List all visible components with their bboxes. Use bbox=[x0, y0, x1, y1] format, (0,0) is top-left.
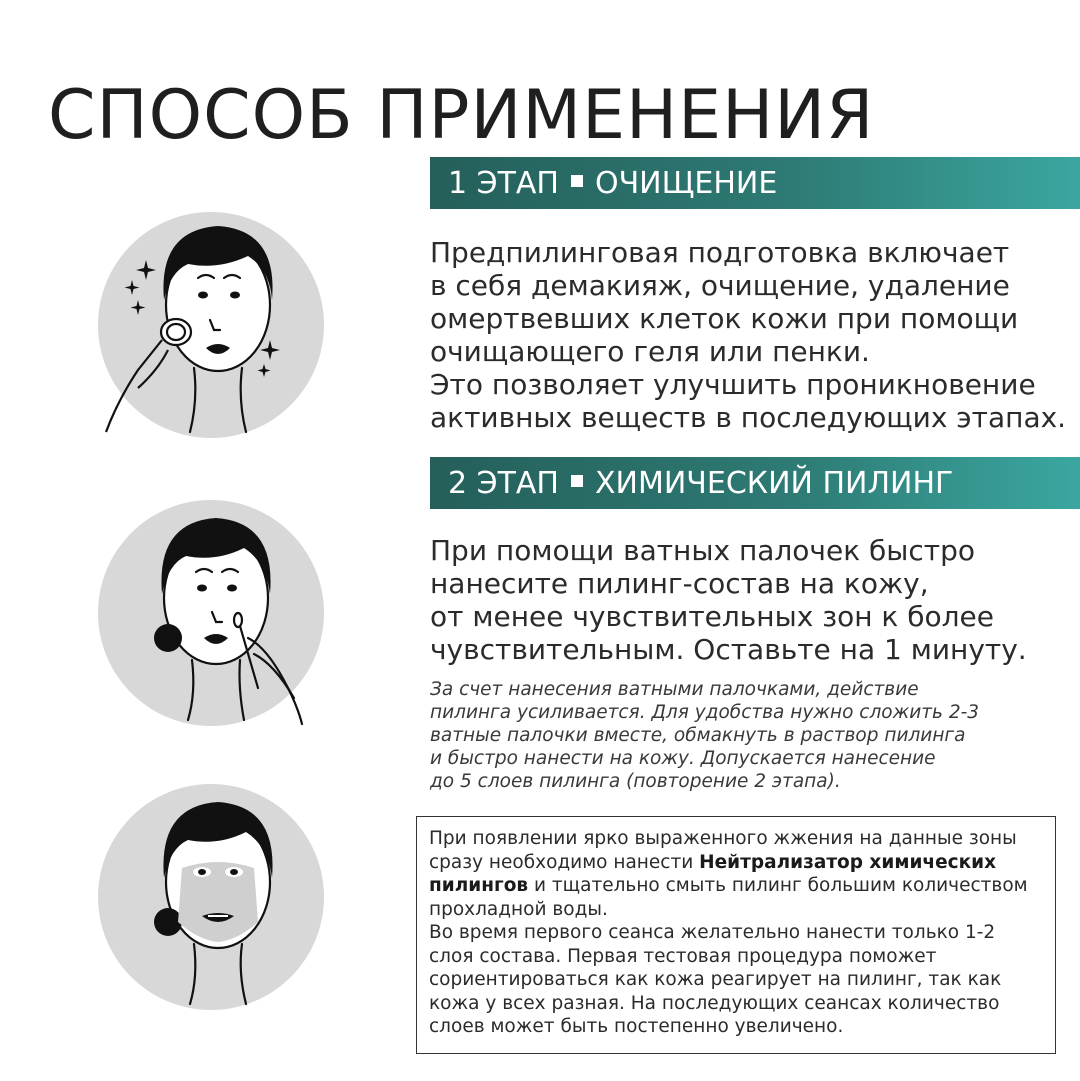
square-bullet-icon bbox=[571, 475, 583, 487]
warning-box bbox=[416, 816, 1056, 1054]
face-mask-illustration bbox=[98, 772, 338, 1012]
step2-line: чувствительным. Оставьте на 1 минуту. bbox=[430, 633, 1027, 666]
step1-line: Предпилинговая подготовка включает bbox=[430, 236, 1010, 269]
warning-product-name: Нейтрализатор химических пилингов bbox=[429, 851, 997, 896]
step2-line: При помощи ватных палочек быстро bbox=[430, 534, 976, 567]
step1-header bbox=[430, 157, 1080, 209]
note-line: до 5 слоев пилинга (повторение 2 этапа). bbox=[430, 771, 841, 792]
warning-text-part2: и тщательно смыть пилинг большим количеством прохладной воды. bbox=[429, 875, 1028, 920]
step1-line: активных веществ в последующих этапах. bbox=[430, 401, 1067, 434]
step1-line: омертвевших клеток кожи при помощи bbox=[430, 302, 1019, 335]
warning-text-part3: Во время первого сеанса желательно нанести только 1-2 слоя состава. Первая тестовая процедура поможет сориентироваться как кожа реагирует на пилинг, так как кожа у всех разная. На последующих сеансах количество слоев может быть постепенно увеличено. bbox=[429, 922, 1002, 1037]
step2-number: 2 ЭТАП bbox=[448, 465, 559, 501]
face-cotton-swab-illustration bbox=[98, 488, 338, 728]
step2-note bbox=[430, 678, 1050, 793]
square-bullet-icon bbox=[571, 175, 583, 187]
warning-text-part1: При появлении ярко выраженного жжения на данные зоны сразу необходимо нанести bbox=[429, 828, 1017, 873]
step1-name: ОЧИЩЕНИЕ bbox=[594, 165, 778, 201]
note-line: ватные палочки вместе, обмакнуть в раствор пилинга bbox=[430, 725, 966, 746]
note-line: За счет нанесения ватными палочками, действие bbox=[430, 679, 919, 700]
step1-number: 1 ЭТАП bbox=[448, 165, 559, 201]
step1-description bbox=[430, 236, 1070, 434]
step2-name: ХИМИЧЕСКИЙ ПИЛИНГ bbox=[594, 465, 954, 501]
step2-line: нанесите пилинг-состав на кожу, bbox=[430, 567, 929, 600]
step1-line: Это позволяет улучшить проникновение bbox=[430, 368, 1036, 401]
step1-line: очищающего геля или пенки. bbox=[430, 335, 870, 368]
page-title: СПОСОБ ПРИМЕНЕНИЯ bbox=[48, 75, 875, 155]
face-cleansing-illustration bbox=[98, 200, 338, 440]
step1-line: в себя демакияж, очищение, удаление bbox=[430, 269, 1010, 302]
note-line: и быстро нанести на кожу. Допускается нанесение bbox=[430, 748, 936, 769]
step2-description bbox=[430, 534, 1070, 666]
note-line: пилинга усиливается. Для удобства нужно сложить 2-3 bbox=[430, 702, 980, 723]
step2-header bbox=[430, 457, 1080, 509]
step2-line: от менее чувствительных зон к более bbox=[430, 600, 994, 633]
